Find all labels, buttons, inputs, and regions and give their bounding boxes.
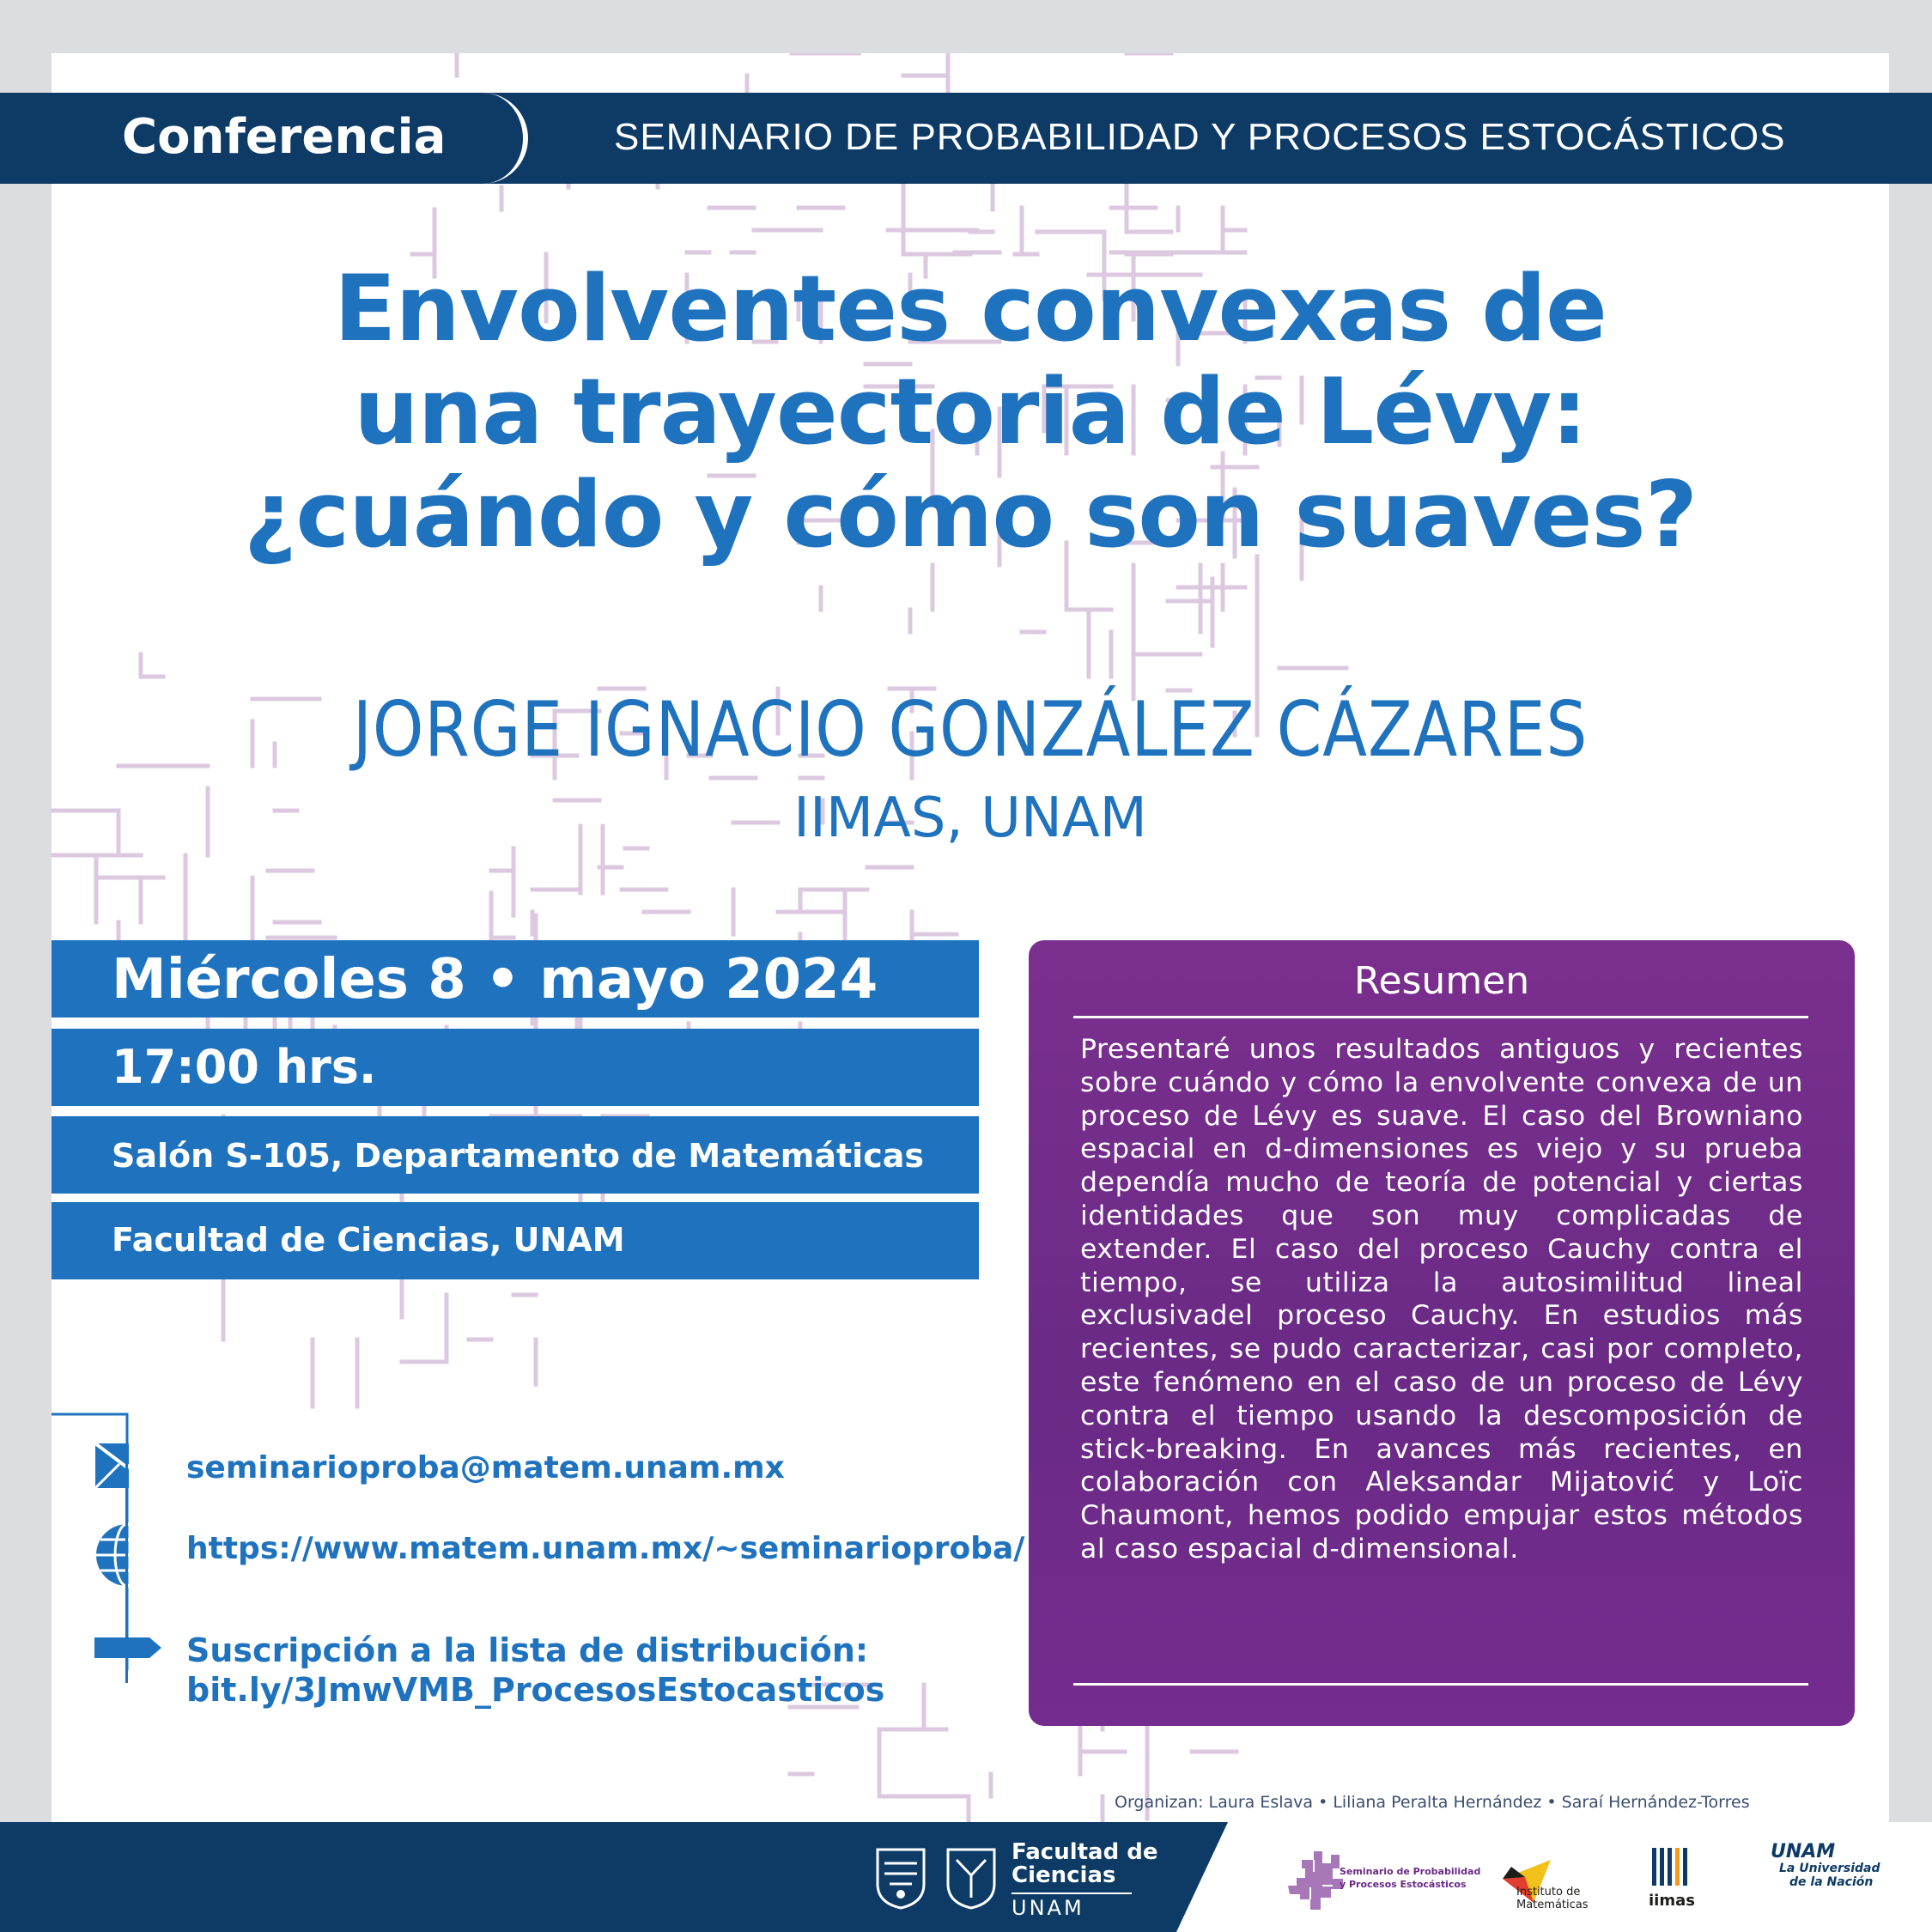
contact-timeline xyxy=(52,1413,129,1670)
speaker-name: JORGE IGNACIO GONZÁLEZ CÁZARES xyxy=(352,685,1589,774)
talk-title-line: ¿cuándo y cómo son suaves? xyxy=(243,462,1698,568)
faculty-logo-line: Ciencias xyxy=(1012,1862,1116,1888)
faculty-logo-text xyxy=(1012,1841,1158,1887)
event-time: 17:00 hrs. xyxy=(52,1029,979,1106)
unam-nation-logo xyxy=(1771,1843,1880,1889)
contact-email[interactable]: seminarioproba@matem.unam.mx xyxy=(186,1450,785,1485)
faculty-seal-logo xyxy=(945,1846,998,1910)
im-logo-line: Matemáticas xyxy=(1516,1899,1589,1911)
abstract-text: Presentaré unos resultados antiguos y recientes sobre cuándo y cómo la envolvente convexa de un proceso de Lévy es suave. El caso del Browniano espacial en d-dimensiones es viejo y su prueba dependía mucho de teoría de potencial y ciertas identidades que son muy complicadas de extender. El caso del proceso Cauchy contra el tiempo, se utiliza la autosimilitud lineal exclusivadel proceso Cauchy. En estudios más recientes, se pudo caracterizar, casi por completo, este fenómeno en el caso de un proceso de Lévy contra el tiempo usando la descomposición de stick-breaking. En avances más recientes, en colaboración con Aleksandar Mijatović y Loïc Chaumont, hemos podido empujar estos métodos al caso espacial d-dimensional. xyxy=(1080,1034,1803,1564)
subscription-label: Suscripción a la lista de distribución: xyxy=(186,1631,869,1669)
im-logo-line: Instituto de xyxy=(1516,1886,1581,1899)
faculty-logo-line: Facultad de xyxy=(1012,1839,1158,1865)
abstract-panel xyxy=(1029,940,1855,1726)
talk-title-line: una trayectoria de Lévy: xyxy=(354,359,1587,465)
unam-nation-line: de la Nación xyxy=(1789,1875,1874,1889)
event-venue: Facultad de Ciencias, UNAM xyxy=(52,1202,979,1279)
talk-title xyxy=(52,258,1889,567)
event-type-label: Conferencia xyxy=(122,109,447,165)
seminar-logo-text xyxy=(1340,1865,1480,1891)
seminar-logo-line: y Procesos Estocásticos xyxy=(1340,1879,1467,1890)
abstract-bottom-rule xyxy=(1073,1683,1808,1686)
iimas-logo-text: iimas xyxy=(1649,1892,1695,1910)
subscription-link[interactable]: bit.ly/3JmwVMB_ProcesosEstocasticos xyxy=(186,1671,885,1709)
abstract-top-rule xyxy=(1073,1016,1808,1018)
seminar-logo-line: Seminario de Probabilidad xyxy=(1340,1866,1481,1877)
event-room: Salón S-105, Departamento de Matemáticas xyxy=(52,1116,979,1194)
unam-nation-line: UNAM xyxy=(1771,1841,1836,1862)
iimas-bars-logo xyxy=(1649,1844,1697,1889)
organizers-line: Organizan: Laura Eslava • Liliana Peralta Hernández • Saraí Hernández-Torres xyxy=(1115,1793,1750,1812)
unam-seal-logo xyxy=(874,1846,927,1910)
im-logo-text xyxy=(1516,1886,1589,1911)
footer-logos xyxy=(0,1822,1932,1932)
contact-website[interactable]: https://www.matem.unam.mx/~seminarioproba/ xyxy=(186,1531,1025,1566)
speaker-affiliation: IIMAS, UNAM xyxy=(793,787,1147,850)
timeline-stem xyxy=(125,1460,130,1683)
abstract-heading: Resumen xyxy=(1353,959,1530,1003)
unam-nation-line: La Universidad xyxy=(1779,1862,1880,1875)
seminar-series-name: SEMINARIO DE PROBABILIDAD Y PROCESOS ESTOCÁSTICOS xyxy=(614,116,1786,158)
faculty-logo-unam: UNAM xyxy=(1012,1893,1132,1920)
talk-title-line: Envolventes convexas de xyxy=(334,256,1607,361)
event-date: Miércoles 8 • mayo 2024 xyxy=(52,940,979,1018)
